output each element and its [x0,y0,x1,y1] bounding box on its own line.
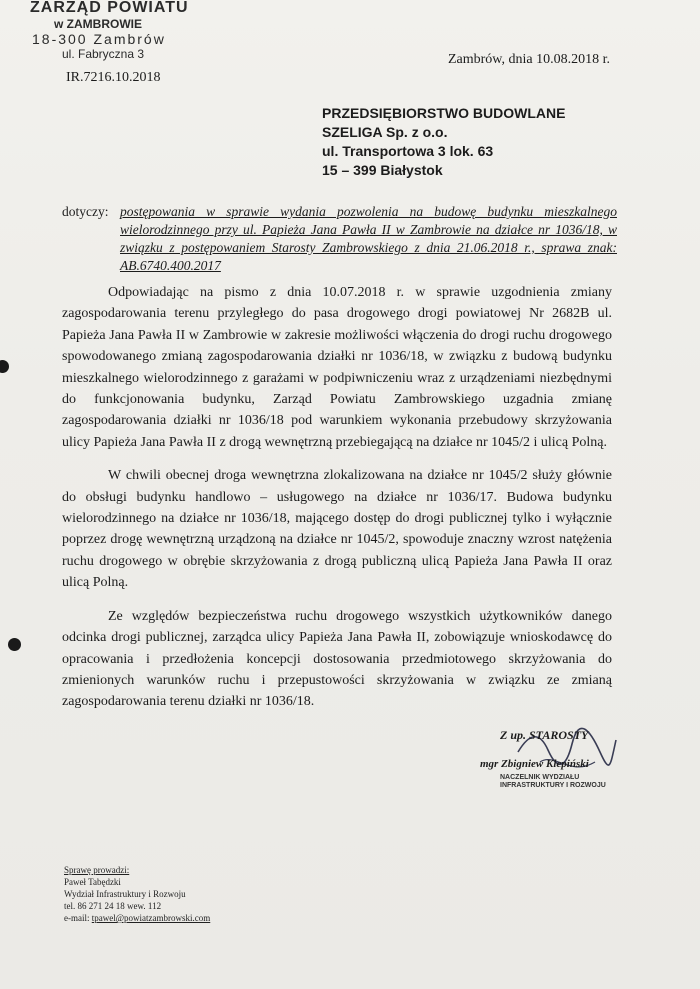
subject-block [62,203,617,275]
issuer-header-stamp [2,0,202,60]
recipient-line: PRZEDSIĘBIORSTWO BUDOWLANE [322,105,566,121]
letter-body [62,282,612,725]
handler-name: Paweł Tabędzki [64,877,121,887]
reference-number: IR.7216.10.2018 [66,70,161,85]
handler-phone: tel. 86 271 24 18 wew. 112 [64,901,162,911]
email-link[interactable]: tpawel@powiatzambrowski.com [91,913,211,923]
issuer-name: ZARZĄD POWIATU [30,0,189,16]
signatory-department: INFRASTRUKTURY I ROZWOJU [500,782,606,789]
signature-authority: Z up. STAROSTY [500,728,589,742]
recipient-line: ul. Transportowa 3 lok. 63 [322,143,494,159]
issuer-street: ul. Fabryczna 3 [62,47,145,61]
subject-label: dotyczy: [62,204,109,219]
body-paragraph: Odpowiadając na pismo z dnia 10.07.2018 r. w sprawie uzgodnienia zmiany zagospodarowania terenu przyległego do pasa drogowego drogi powiatowej Nr 2682B ul. Papieża Jana Pawła II w Zambrowie w zakresie możliwości włączenia do drogi ruchu drogowego spowodowanego zmianą zagospodarowania działki nr 1036/18, w związku z budową budynku mieszkalnego wielorodzinnego z garażami w podpiwniczeniu wraz z urządzeniami niezbędnymi do funkcjonowania budynku, Zarząd Powiatu Zambrowskiego uzgadnia zmianę zagospodarowania działki nr 1036/18 pod warunkiem wykonania przebudowy skrzyżowania ulicy Papieża Jana Pawła II z drogą wewnętrzną przebiegającą na działce nr 1045/2 i ulicą Polną. [62,285,612,450]
place-and-date: Zambrów, dnia 10.08.2018 r. [447,52,610,67]
recipient-line: SZELIGA Sp. z o.o. [322,124,448,140]
case-handler-footer [64,864,210,924]
body-paragraph: W chwili obecnej droga wewnętrzna zlokalizowana na działce nr 1045/2 służy głównie do obsługi budynku handlowo – usługowego na działce nr 1036/17. Budowa budynku wielorodzinnego na działce nr 1036/18, mającego dostęp do drogi publicznej tylko i wyłącznie poprzez drogę wewnętrzną urządzoną na działce nr 1045/2, spowoduje znaczny wzrost natężenia ruchu drogowego w obrębie skrzyżowania z drogą publiczną ulicą Papieża Jana Pawła II oraz ulicą Polną. [62,468,612,591]
signature-block [480,728,640,808]
recipient-line: 15 – 399 Białystok [322,162,443,178]
signatory-stamp [500,774,606,790]
signatory-name: mgr Zbigniew Klepiński [480,758,589,770]
footer-heading: Sprawę prowadzi: [64,865,130,875]
signatory-title: NACZELNIK WYDZIAŁU [500,774,580,781]
handler-department: Wydział Infrastruktury i Rozwoju [64,889,186,899]
email-label: e-mail: [64,913,90,923]
recipient-address [322,104,565,180]
body-paragraph: Ze względów bezpieczeństwa ruchu drogowego wszystkich użytkowników danego odcinka drogi publicznej, zarządca ulicy Papieża Jana Pawła II, zobowiązuje wnioskodawcę do opracowania i przedłożenia koncepcji dostosowania przedmiotowego skrzyżowania do zmienionych warunków ruchu i przepustowości skrzyżowania w związku ze zmianą zagospodarowania terenu działki nr 1036/18. [62,608,612,710]
issuer-location: w ZAMBROWIE [54,17,142,31]
punch-hole [8,638,21,651]
issuer-postcode-city: 18-300 Zambrów [32,31,166,47]
handler-email-row [64,912,210,924]
subject-text: postępowania w sprawie wydania pozwolenia na budowę budynku mieszkalnego wielorodzinnego przy ul. Papieża Jana Pawła II w Zambrowie na działce nr 1036/18, w związku z postępowaniem Starosty Zambrowskiego z dnia 21.06.2018 r., sprawa znak: AB.6740.400.2017 [120,204,617,273]
punch-hole [0,360,9,373]
